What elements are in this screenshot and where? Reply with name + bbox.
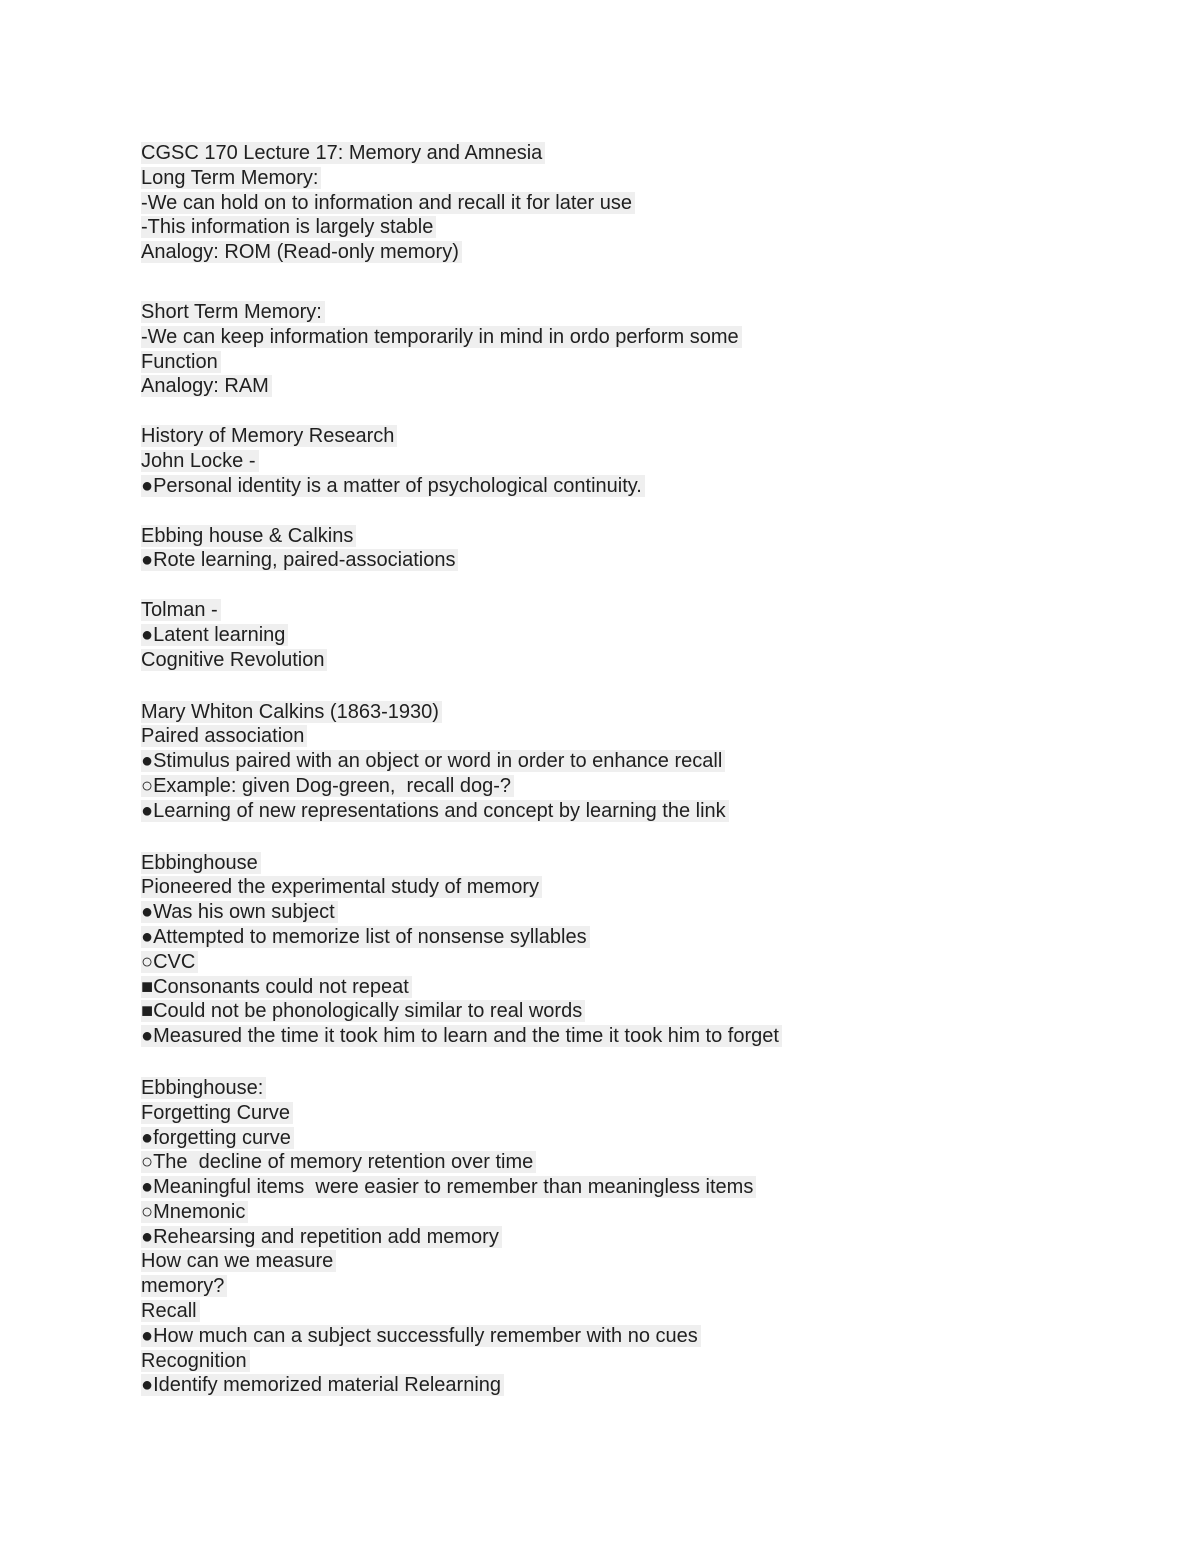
- section-spacer: [141, 573, 1101, 598]
- note-line: [141, 598, 1101, 623]
- note-line: [141, 1126, 1101, 1151]
- note-line-text: Recognition: [141, 1350, 250, 1372]
- note-line-text: ●Identify memorized material Relearning: [141, 1374, 504, 1396]
- note-line-text: ●Latent learning: [141, 624, 288, 646]
- note-line-text: ●Personal identity is a matter of psychological continuity.: [141, 475, 645, 497]
- note-line: [141, 900, 1101, 925]
- note-line: [141, 240, 1101, 265]
- note-line-text: ●Attempted to memorize list of nonsense syllables: [141, 926, 590, 948]
- note-line: [141, 449, 1101, 474]
- note-line-text: ●Learning of new representations and concept by learning the link: [141, 800, 729, 822]
- note-line-text: Paired association: [141, 725, 307, 747]
- note-line-text: Short Term Memory:: [141, 301, 325, 323]
- note-line-text: ●forgetting curve: [141, 1127, 294, 1149]
- note-line: [141, 215, 1101, 240]
- note-line-text: ○Example: given Dog-green, recall dog-?: [141, 775, 514, 797]
- note-line: [141, 1349, 1101, 1374]
- note-line-text: ○CVC: [141, 951, 198, 973]
- note-line: [141, 975, 1101, 1000]
- note-line: [141, 1225, 1101, 1250]
- note-line: [141, 374, 1101, 399]
- note-line: [141, 1024, 1101, 1049]
- note-line-text: Function: [141, 351, 221, 373]
- section-short-term: [141, 300, 1101, 399]
- note-line-text: Mary Whiton Calkins (1863-1930): [141, 701, 442, 723]
- note-line-text: History of Memory Research: [141, 425, 397, 447]
- note-line-text: ●Rehearsing and repetition add memory: [141, 1226, 502, 1248]
- document-title-text: CGSC 170 Lecture 17: Memory and Amnesia: [141, 142, 545, 164]
- note-line: [141, 999, 1101, 1024]
- section-spacer: [141, 673, 1101, 700]
- section-forgetting: [141, 1076, 1101, 1398]
- section-spacer: [141, 824, 1101, 851]
- note-line-text: ●Rote learning, paired-associations: [141, 549, 458, 571]
- note-line: [141, 1101, 1101, 1126]
- note-line: [141, 1175, 1101, 1200]
- note-line: [141, 350, 1101, 375]
- note-line-text: ●How much can a subject successfully remember with no cues: [141, 1325, 701, 1347]
- notes-sections: [141, 166, 1101, 1398]
- note-line-text: ●Stimulus paired with an object or word in order to enhance recall: [141, 750, 725, 772]
- note-line: [141, 623, 1101, 648]
- note-line: [141, 925, 1101, 950]
- note-line: [141, 774, 1101, 799]
- note-line-text: Analogy: RAM: [141, 375, 272, 397]
- note-line: [141, 424, 1101, 449]
- note-line: [141, 1150, 1101, 1175]
- note-line: [141, 724, 1101, 749]
- note-line-text: Ebbing house & Calkins: [141, 525, 356, 547]
- note-line: [141, 300, 1101, 325]
- note-line-text: ■Consonants could not repeat: [141, 976, 412, 998]
- note-line-text: Tolman -: [141, 599, 221, 621]
- document-title: [141, 141, 1101, 166]
- note-line: [141, 1249, 1101, 1274]
- note-line: [141, 191, 1101, 216]
- section-spacer: [141, 399, 1101, 424]
- note-line: [141, 648, 1101, 673]
- section-ebbing-calkins: [141, 524, 1101, 574]
- note-line: [141, 749, 1101, 774]
- note-line-text: ■Could not be phonologically similar to real words: [141, 1000, 585, 1022]
- note-line-text: Long Term Memory:: [141, 167, 321, 189]
- section-history: [141, 424, 1101, 498]
- note-line-text: ○The decline of memory retention over time: [141, 1151, 536, 1173]
- note-line: [141, 1299, 1101, 1324]
- note-line-text: ●Was his own subject: [141, 901, 338, 923]
- note-line: [141, 950, 1101, 975]
- section-calkins: [141, 700, 1101, 824]
- note-line-text: ●Measured the time it took him to learn and the time it took him to forget: [141, 1025, 782, 1047]
- note-line: [141, 1076, 1101, 1101]
- note-line-text: Pioneered the experimental study of memory: [141, 876, 542, 898]
- note-line: [141, 524, 1101, 549]
- section-ebbinghouse: [141, 851, 1101, 1049]
- note-line-text: Cognitive Revolution: [141, 649, 327, 671]
- note-line: [141, 799, 1101, 824]
- note-line: [141, 1200, 1101, 1225]
- note-line: [141, 1274, 1101, 1299]
- section-spacer: [141, 1049, 1101, 1076]
- note-line: [141, 548, 1101, 573]
- note-line-text: Recall: [141, 1300, 200, 1322]
- section-spacer: [141, 499, 1101, 524]
- note-line-text: -We can keep information temporarily in mind in ordo perform some: [141, 326, 742, 348]
- section-long-term: [141, 166, 1101, 265]
- note-line-text: -We can hold on to information and recall it for later use: [141, 192, 635, 214]
- note-line-text: memory?: [141, 1275, 227, 1297]
- note-line-text: How can we measure: [141, 1250, 336, 1272]
- note-line-text: ●Meaningful items were easier to remember than meaningless items: [141, 1176, 756, 1198]
- note-line: [141, 851, 1101, 876]
- section-heading: [141, 166, 1101, 191]
- note-line: [141, 325, 1101, 350]
- note-line: [141, 474, 1101, 499]
- note-line: [141, 700, 1101, 725]
- note-line-text: John Locke -: [141, 450, 259, 472]
- document-body: [141, 141, 1101, 1398]
- note-line-text: Analogy: ROM (Read-only memory): [141, 241, 462, 263]
- section-tolman: [141, 598, 1101, 672]
- note-line-text: Forgetting Curve: [141, 1102, 293, 1124]
- note-line-text: Ebbinghouse:: [141, 1077, 266, 1099]
- note-line-text: -This information is largely stable: [141, 216, 436, 238]
- note-line-text: Ebbinghouse: [141, 852, 261, 874]
- note-line: [141, 1373, 1101, 1398]
- note-line: [141, 1324, 1101, 1349]
- note-line: [141, 875, 1101, 900]
- note-line-text: ○Mnemonic: [141, 1201, 248, 1223]
- section-spacer: [141, 265, 1101, 300]
